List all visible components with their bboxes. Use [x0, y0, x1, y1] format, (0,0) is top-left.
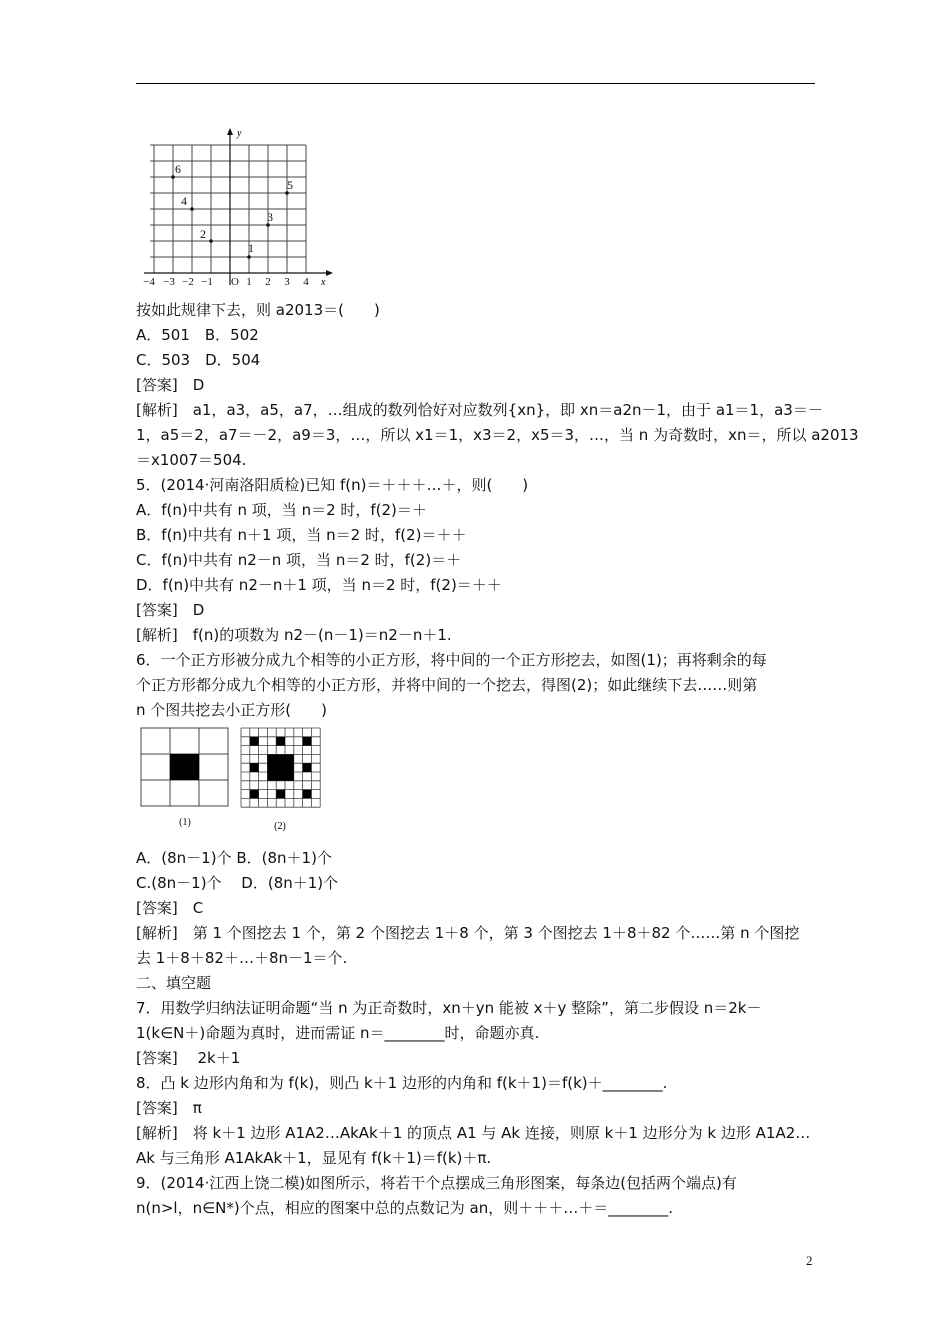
- square-figure-2: [236, 725, 326, 835]
- grid-point: [209, 239, 213, 243]
- text-line: A．(8n－1)个 B．(8n＋1)个: [136, 849, 332, 867]
- text-line: [解析] f(n)的项数为 n2－(n－1)＝n2－n＋1.: [136, 626, 452, 644]
- square-figure-1: [136, 725, 236, 835]
- point-label: 5: [287, 178, 293, 192]
- figure-caption: (1): [179, 817, 191, 828]
- text-line: A．501 B．502: [136, 326, 259, 344]
- removed-square: [250, 790, 259, 799]
- x-tick-label: 1: [246, 276, 252, 288]
- text-line: A．f(n)中共有 n 项，当 n＝2 时，f(2)＝＋: [136, 501, 427, 519]
- text-line: [答案] C: [136, 899, 204, 917]
- removed-square: [250, 763, 259, 772]
- removed-square: [303, 737, 312, 746]
- text-line: [答案] D: [136, 376, 205, 394]
- text-line: 5．(2014·河南洛阳质检)已知 f(n)＝＋＋＋…＋，则( ): [136, 476, 529, 494]
- text-line: 1，a5＝2，a7＝－2，a9＝3，…，所以 x1＝1，x3＝2，x5＝3，…，当 n 为奇数时，xn＝，所以 a2013: [136, 426, 859, 444]
- x-tick-label: −2: [182, 276, 194, 288]
- point-label: 4: [181, 194, 187, 208]
- text-line: 1(k∈N＋)命题为真时，进而需证 n＝________时，命题亦真.: [136, 1024, 540, 1042]
- removed-square: [276, 737, 285, 746]
- grid-point: [190, 207, 194, 211]
- figure-caption: (2): [274, 821, 286, 832]
- x-tick-label: O: [231, 276, 239, 288]
- text-line: 按如此规律下去，则 a2013＝( ): [136, 301, 380, 319]
- text-line: D．f(n)中共有 n2－n＋1 项，当 n＝2 时，f(2)＝＋＋: [136, 576, 502, 594]
- x-tick-label: 3: [284, 276, 290, 288]
- header-rule: [136, 83, 815, 84]
- page-number: 2: [806, 1253, 813, 1268]
- removed-square: [250, 737, 259, 746]
- text-line: 去 1＋8＋82＋…＋8n－1＝个.: [136, 949, 348, 967]
- text-line: [解析] 将 k＋1 边形 A1A2…AkAk＋1 的顶点 A1 与 Ak 连接，则原 k＋1 边形分为 k 边形 A1A2…: [136, 1124, 811, 1142]
- text-line: 8．凸 k 边形内角和为 f(k)，则凸 k＋1 边形的内角和 f(k＋1)＝f(k)＋________.: [136, 1074, 668, 1092]
- removed-square: [276, 790, 285, 799]
- y-axis-label: y: [237, 128, 242, 139]
- x-tick-label: −4: [143, 276, 155, 288]
- point-label: 2: [200, 227, 206, 241]
- coordinate-grid-figure: [136, 125, 341, 290]
- text-line: C．503 D．504: [136, 351, 261, 369]
- text-line: C.(8n－1)个 D．(8n＋1)个: [136, 874, 339, 892]
- text-line: Ak 与三角形 A1AkAk＋1，显见有 f(k＋1)＝f(k)＋π.: [136, 1149, 492, 1167]
- removed-square: [303, 763, 312, 772]
- text-line: n 个图共挖去小正方形( ): [136, 701, 327, 719]
- text-line: [答案] π: [136, 1099, 202, 1117]
- text-line: [答案] D: [136, 601, 205, 619]
- text-line: 6．一个正方形被分成九个相等的小正方形，将中间的一个正方形挖去，如图(1)；再将剩余的每: [136, 651, 767, 669]
- text-line: [解析] 第 1 个图挖去 1 个，第 2 个图挖去 1＋8 个，第 3 个图挖去 1＋8＋82 个……第 n 个图挖: [136, 924, 800, 942]
- point-label: 3: [267, 210, 273, 224]
- text-line: ＝x1007＝504.: [136, 451, 247, 469]
- text-line: 个正方形都分成九个相等的小正方形，并将中间的一个挖去，得图(2)；如此继续下去……则第: [136, 676, 758, 694]
- x-tick-label: 4: [303, 276, 309, 288]
- x-tick-label: −3: [163, 276, 175, 288]
- text-line: B．f(n)中共有 n＋1 项，当 n＝2 时，f(2)＝＋＋: [136, 526, 467, 544]
- text-line: 9．(2014·江西上饶二模)如图所示，将若干个点摆成三角形图案，每条边(包括两个端点)有: [136, 1174, 737, 1192]
- text-line: 7．用数学归纳法证明命题“当 n 为正奇数时，xn＋yn 能被 x＋y 整除”，第二步假设 n＝2k－: [136, 999, 762, 1017]
- removed-square: [267, 754, 293, 780]
- point-label: 6: [175, 162, 181, 176]
- x-tick-label: 2: [265, 276, 271, 288]
- grid-point: [247, 255, 251, 259]
- point-label: 1: [248, 241, 254, 255]
- text-line: n(n>l，n∈N*)个点，相应的图案中总的点数记为 an，则＋＋＋…＋＝________.: [136, 1199, 673, 1217]
- x-tick-label: −1: [201, 276, 213, 288]
- text-line: [答案] 2k＋1: [136, 1049, 241, 1067]
- text-line: 二、填空题: [136, 974, 212, 992]
- text-line: [解析] a1，a3，a5，a7，…组成的数列恰好对应数列{xn}，即 xn＝a2n－1，由于 a1＝1，a3＝－: [136, 401, 823, 419]
- removed-square: [303, 790, 312, 799]
- text-line: C．f(n)中共有 n2－n 项，当 n＝2 时，f(2)＝＋: [136, 551, 462, 569]
- x-axis-label: x: [321, 277, 326, 288]
